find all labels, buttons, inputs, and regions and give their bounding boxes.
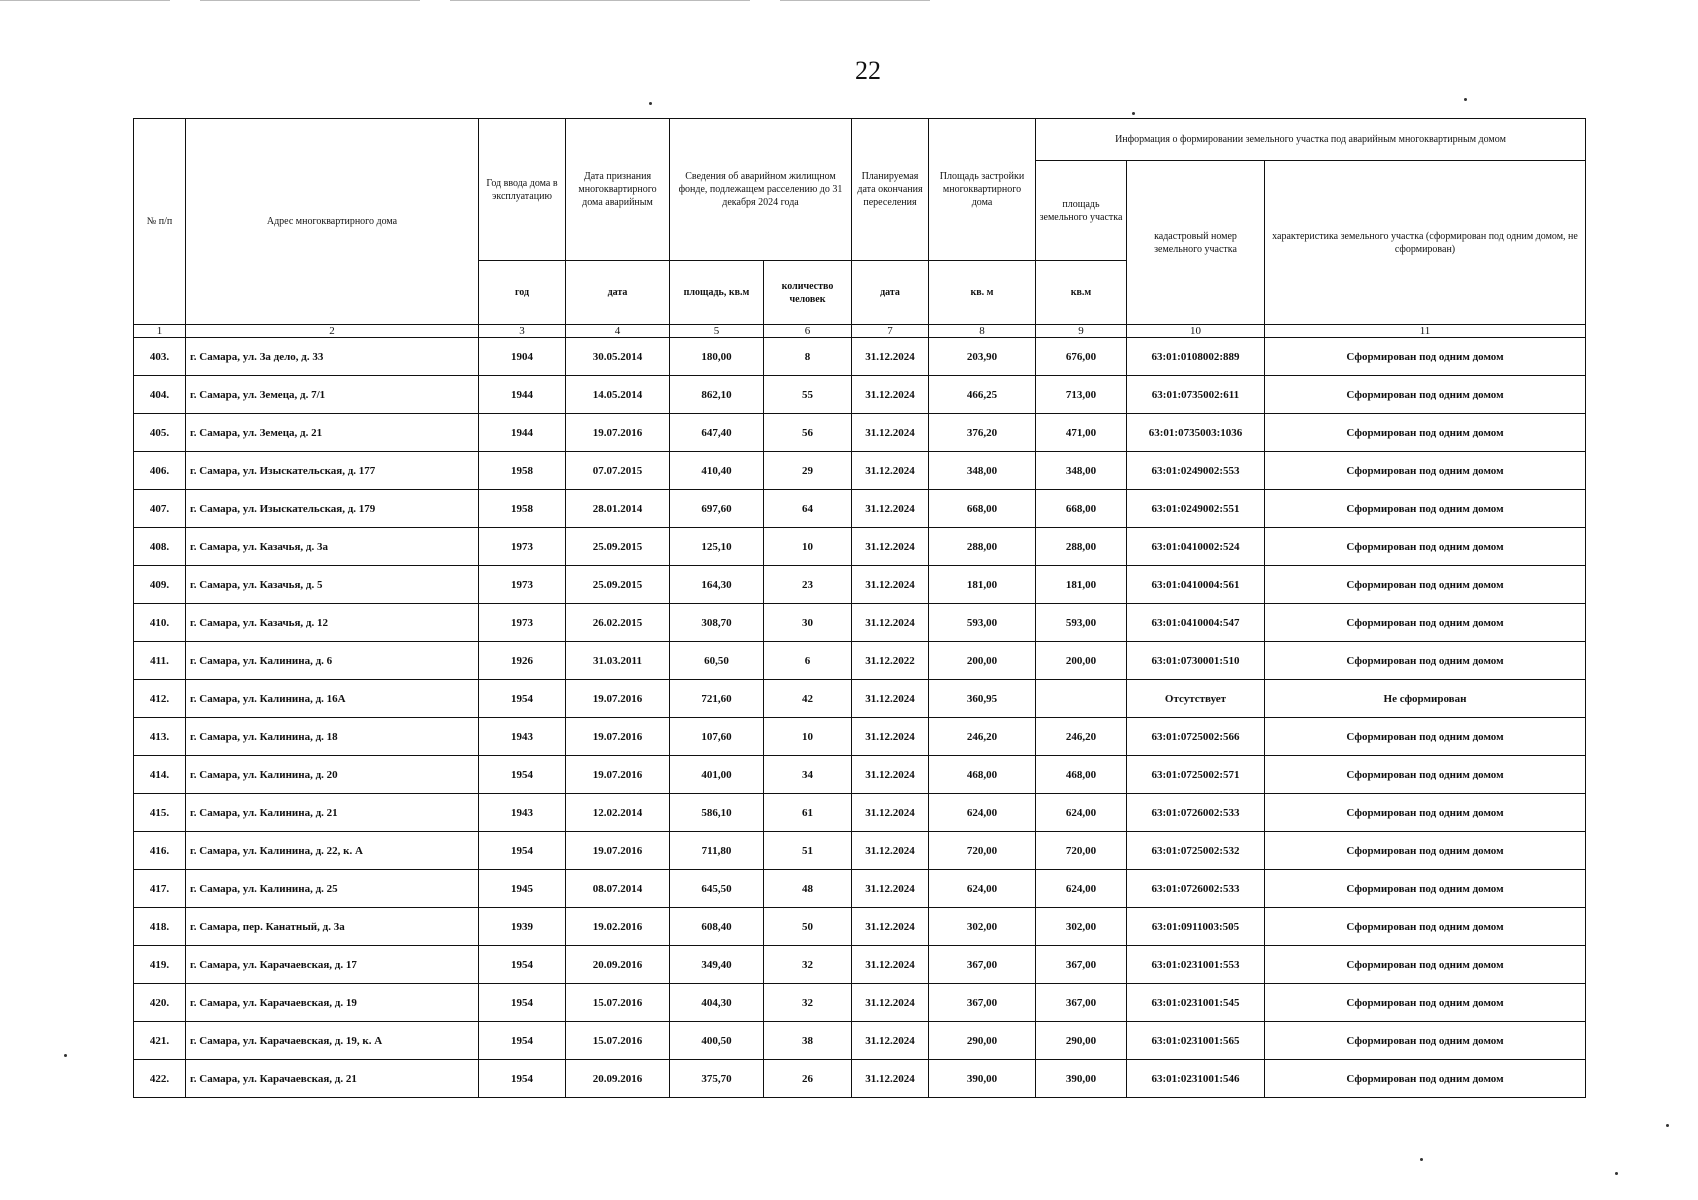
table-row — [134, 566, 1586, 604]
row-building-area: 376,20 — [929, 414, 1036, 452]
row-cadastral-number: 63:01:0231001:565 — [1127, 1022, 1265, 1060]
row-cadastral-number: 63:01:0911003:505 — [1127, 908, 1265, 946]
row-building-area: 468,00 — [929, 756, 1036, 794]
row-land-area: 200,00 — [1036, 642, 1127, 680]
table-row — [134, 1022, 1586, 1060]
row-area: 645,50 — [670, 870, 764, 908]
row-people-count: 50 — [764, 908, 852, 946]
row-planned-date: 31.12.2024 — [852, 338, 929, 376]
row-year: 1954 — [479, 946, 566, 984]
row-land-status: Сформирован под одним домом — [1265, 832, 1586, 870]
row-land-status: Сформирован под одним домом — [1265, 756, 1586, 794]
row-planned-date: 31.12.2024 — [852, 1060, 929, 1098]
row-address: г. Самара, ул. Карачаевская, д. 19, к. А — [186, 1022, 479, 1060]
row-area: 401,00 — [670, 756, 764, 794]
row-land-area: 348,00 — [1036, 452, 1127, 490]
row-building-area: 288,00 — [929, 528, 1036, 566]
column-number: 11 — [1265, 325, 1586, 338]
row-land-status: Сформирован под одним домом — [1265, 946, 1586, 984]
table-row — [134, 908, 1586, 946]
row-land-area: 302,00 — [1036, 908, 1127, 946]
row-cadastral-number: 63:01:0231001:545 — [1127, 984, 1265, 1022]
row-year: 1945 — [479, 870, 566, 908]
header-recognition-date: Дата признания многоквартирного дома аварийным — [566, 119, 670, 261]
row-area: 711,80 — [670, 832, 764, 870]
table-row — [134, 642, 1586, 680]
row-recognition-date: 19.07.2016 — [566, 680, 670, 718]
row-people-count: 26 — [764, 1060, 852, 1098]
unit-area: площадь, кв.м — [670, 261, 764, 325]
row-address: г. Самара, ул. Калинина, д. 6 — [186, 642, 479, 680]
row-recognition-date: 19.02.2016 — [566, 908, 670, 946]
row-address: г. Самара, ул. За дело, д. 33 — [186, 338, 479, 376]
row-people-count: 23 — [764, 566, 852, 604]
scan-artifact-line — [200, 0, 420, 1]
row-number: 415. — [134, 794, 186, 832]
row-land-area: 468,00 — [1036, 756, 1127, 794]
row-land-status: Сформирован под одним домом — [1265, 376, 1586, 414]
row-building-area: 290,00 — [929, 1022, 1036, 1060]
row-planned-date: 31.12.2024 — [852, 414, 929, 452]
row-number: 414. — [134, 756, 186, 794]
row-building-area: 624,00 — [929, 794, 1036, 832]
row-area: 410,40 — [670, 452, 764, 490]
row-planned-date: 31.12.2022 — [852, 642, 929, 680]
row-people-count: 56 — [764, 414, 852, 452]
row-cadastral-number: 63:01:0410004:561 — [1127, 566, 1265, 604]
row-number: 406. — [134, 452, 186, 490]
row-people-count: 51 — [764, 832, 852, 870]
row-recognition-date: 19.07.2016 — [566, 756, 670, 794]
row-recognition-date: 28.01.2014 — [566, 490, 670, 528]
row-address: г. Самара, ул. Карачаевская, д. 21 — [186, 1060, 479, 1098]
table-row — [134, 718, 1586, 756]
row-planned-date: 31.12.2024 — [852, 376, 929, 414]
row-number: 419. — [134, 946, 186, 984]
row-building-area: 668,00 — [929, 490, 1036, 528]
row-cadastral-number: 63:01:0725002:571 — [1127, 756, 1265, 794]
row-number: 416. — [134, 832, 186, 870]
row-land-area: 181,00 — [1036, 566, 1127, 604]
unit-year: год — [479, 261, 566, 325]
row-building-area: 302,00 — [929, 908, 1036, 946]
row-planned-date: 31.12.2024 — [852, 528, 929, 566]
row-recognition-date: 20.09.2016 — [566, 946, 670, 984]
row-planned-date: 31.12.2024 — [852, 984, 929, 1022]
unit-planned-date: дата — [852, 261, 929, 325]
row-address: г. Самара, ул. Калинина, д. 20 — [186, 756, 479, 794]
table-row — [134, 490, 1586, 528]
table-row — [134, 680, 1586, 718]
unit-people: количество человек — [764, 261, 852, 325]
column-number: 5 — [670, 325, 764, 338]
column-number: 3 — [479, 325, 566, 338]
row-cadastral-number: 63:01:0249002:553 — [1127, 452, 1265, 490]
row-building-area: 360,95 — [929, 680, 1036, 718]
table-row — [134, 794, 1586, 832]
row-recognition-date: 20.09.2016 — [566, 1060, 670, 1098]
row-year: 1954 — [479, 680, 566, 718]
row-year: 1904 — [479, 338, 566, 376]
row-building-area: 203,90 — [929, 338, 1036, 376]
header-building-area: Площадь застройки многоквартирного дома — [929, 119, 1036, 261]
row-land-area: 624,00 — [1036, 794, 1127, 832]
row-building-area: 181,00 — [929, 566, 1036, 604]
row-cadastral-number: 63:01:0231001:546 — [1127, 1060, 1265, 1098]
row-building-area: 367,00 — [929, 984, 1036, 1022]
unit-land-area: кв.м — [1036, 261, 1127, 325]
row-area: 404,30 — [670, 984, 764, 1022]
row-planned-date: 31.12.2024 — [852, 794, 929, 832]
row-land-area: 713,00 — [1036, 376, 1127, 414]
row-year: 1944 — [479, 376, 566, 414]
row-building-area: 624,00 — [929, 870, 1036, 908]
row-planned-date: 31.12.2024 — [852, 604, 929, 642]
header-land-characteristic: характеристика земельного участка (сформирован под одним домом, не сформирован) — [1265, 161, 1586, 325]
row-land-area: 367,00 — [1036, 984, 1127, 1022]
scan-speck — [64, 1054, 67, 1057]
row-year: 1943 — [479, 718, 566, 756]
row-address: г. Самара, ул. Карачаевская, д. 17 — [186, 946, 479, 984]
row-people-count: 38 — [764, 1022, 852, 1060]
row-land-area: 246,20 — [1036, 718, 1127, 756]
row-number: 410. — [134, 604, 186, 642]
row-cadastral-number: 63:01:0231001:553 — [1127, 946, 1265, 984]
row-year: 1926 — [479, 642, 566, 680]
table-row — [134, 832, 1586, 870]
row-cadastral-number: 63:01:0108002:889 — [1127, 338, 1265, 376]
row-area: 400,50 — [670, 1022, 764, 1060]
row-area: 308,70 — [670, 604, 764, 642]
row-cadastral-number: 63:01:0726002:533 — [1127, 794, 1265, 832]
row-area: 180,00 — [670, 338, 764, 376]
row-area: 721,60 — [670, 680, 764, 718]
row-planned-date: 31.12.2024 — [852, 908, 929, 946]
row-recognition-date: 15.07.2016 — [566, 984, 670, 1022]
row-land-status: Сформирован под одним домом — [1265, 794, 1586, 832]
row-people-count: 10 — [764, 718, 852, 756]
row-year: 1954 — [479, 832, 566, 870]
row-recognition-date: 30.05.2014 — [566, 338, 670, 376]
unit-date: дата — [566, 261, 670, 325]
row-address: г. Самара, пер. Канатный, д. 3а — [186, 908, 479, 946]
row-address: г. Самара, ул. Казачья, д. 3а — [186, 528, 479, 566]
row-cadastral-number: 63:01:0730001:510 — [1127, 642, 1265, 680]
row-recognition-date: 25.09.2015 — [566, 566, 670, 604]
row-planned-date: 31.12.2024 — [852, 718, 929, 756]
row-land-status: Сформирован под одним домом — [1265, 414, 1586, 452]
row-land-status: Не сформирован — [1265, 680, 1586, 718]
table-row — [134, 376, 1586, 414]
row-number: 411. — [134, 642, 186, 680]
row-land-status: Сформирован под одним домом — [1265, 566, 1586, 604]
unit-building-area: кв. м — [929, 261, 1036, 325]
row-building-area: 720,00 — [929, 832, 1036, 870]
scan-speck — [1464, 98, 1467, 101]
table-row — [134, 756, 1586, 794]
row-recognition-date: 14.05.2014 — [566, 376, 670, 414]
row-area: 349,40 — [670, 946, 764, 984]
row-people-count: 42 — [764, 680, 852, 718]
row-year: 1943 — [479, 794, 566, 832]
table-row — [134, 338, 1586, 376]
row-cadastral-number: Отсутствует — [1127, 680, 1265, 718]
row-people-count: 30 — [764, 604, 852, 642]
row-area: 107,60 — [670, 718, 764, 756]
row-cadastral-number: 63:01:0410002:524 — [1127, 528, 1265, 566]
row-planned-date: 31.12.2024 — [852, 832, 929, 870]
page-number: 22 — [855, 56, 881, 85]
row-number: 421. — [134, 1022, 186, 1060]
column-number: 9 — [1036, 325, 1127, 338]
column-number: 7 — [852, 325, 929, 338]
row-planned-date: 31.12.2024 — [852, 756, 929, 794]
row-people-count: 55 — [764, 376, 852, 414]
table-row — [134, 528, 1586, 566]
row-area: 586,10 — [670, 794, 764, 832]
row-people-count: 8 — [764, 338, 852, 376]
row-number: 412. — [134, 680, 186, 718]
scan-artifact-line — [780, 0, 930, 1]
scan-speck — [1615, 1172, 1618, 1175]
row-people-count: 48 — [764, 870, 852, 908]
row-number: 417. — [134, 870, 186, 908]
table-row — [134, 414, 1586, 452]
row-number: 404. — [134, 376, 186, 414]
row-address: г. Самара, ул. Калинина, д. 21 — [186, 794, 479, 832]
row-land-status: Сформирован под одним домом — [1265, 1022, 1586, 1060]
row-area: 164,30 — [670, 566, 764, 604]
row-address: г. Самара, ул. Земеца, д. 21 — [186, 414, 479, 452]
row-people-count: 10 — [764, 528, 852, 566]
row-people-count: 34 — [764, 756, 852, 794]
column-number: 4 — [566, 325, 670, 338]
table-row — [134, 870, 1586, 908]
row-number: 407. — [134, 490, 186, 528]
row-people-count: 32 — [764, 946, 852, 984]
row-area: 608,40 — [670, 908, 764, 946]
row-year: 1973 — [479, 528, 566, 566]
row-land-area — [1036, 680, 1127, 718]
row-number: 413. — [134, 718, 186, 756]
row-people-count: 6 — [764, 642, 852, 680]
row-building-area: 348,00 — [929, 452, 1036, 490]
row-planned-date: 31.12.2024 — [852, 452, 929, 490]
scan-artifact-line — [450, 0, 750, 1]
row-number: 405. — [134, 414, 186, 452]
row-land-status: Сформирован под одним домом — [1265, 528, 1586, 566]
row-land-area: 676,00 — [1036, 338, 1127, 376]
row-number: 409. — [134, 566, 186, 604]
row-land-status: Сформирован под одним домом — [1265, 1060, 1586, 1098]
row-building-area: 200,00 — [929, 642, 1036, 680]
row-year: 1973 — [479, 566, 566, 604]
row-recognition-date: 19.07.2016 — [566, 832, 670, 870]
row-year: 1954 — [479, 756, 566, 794]
header-land-plot-group: Информация о формировании земельного участка под аварийным многоквартирным домом — [1036, 119, 1586, 161]
row-area: 125,10 — [670, 528, 764, 566]
row-year: 1954 — [479, 1022, 566, 1060]
row-people-count: 32 — [764, 984, 852, 1022]
header-fund-info: Сведения об аварийном жилищном фонде, подлежащем расселению до 31 декабря 2024 года — [670, 119, 852, 261]
row-cadastral-number: 63:01:0410004:547 — [1127, 604, 1265, 642]
row-year: 1958 — [479, 490, 566, 528]
row-number: 418. — [134, 908, 186, 946]
row-address: г. Самара, ул. Изыскательская, д. 177 — [186, 452, 479, 490]
header-year: Год ввода дома в эксплуатацию — [479, 119, 566, 261]
row-land-area: 390,00 — [1036, 1060, 1127, 1098]
row-people-count: 61 — [764, 794, 852, 832]
row-land-area: 624,00 — [1036, 870, 1127, 908]
row-area: 60,50 — [670, 642, 764, 680]
table-body — [134, 338, 1586, 1098]
row-recognition-date: 19.07.2016 — [566, 718, 670, 756]
row-land-status: Сформирован под одним домом — [1265, 870, 1586, 908]
row-cadastral-number: 63:01:0725002:532 — [1127, 832, 1265, 870]
row-year: 1954 — [479, 984, 566, 1022]
table-row — [134, 452, 1586, 490]
row-cadastral-number: 63:01:0735002:611 — [1127, 376, 1265, 414]
row-building-area: 390,00 — [929, 1060, 1036, 1098]
row-land-area: 471,00 — [1036, 414, 1127, 452]
row-land-status: Сформирован под одним домом — [1265, 642, 1586, 680]
row-address: г. Самара, ул. Калинина, д. 25 — [186, 870, 479, 908]
row-land-status: Сформирован под одним домом — [1265, 490, 1586, 528]
row-address: г. Самара, ул. Казачья, д. 5 — [186, 566, 479, 604]
scan-speck — [1132, 112, 1135, 115]
row-recognition-date: 26.02.2015 — [566, 604, 670, 642]
table-row — [134, 984, 1586, 1022]
row-address: г. Самара, ул. Карачаевская, д. 19 — [186, 984, 479, 1022]
row-land-area: 720,00 — [1036, 832, 1127, 870]
header-planned-date: Планируемая дата окончания переселения — [852, 119, 929, 261]
row-building-area: 466,25 — [929, 376, 1036, 414]
header-number: № п/п — [134, 119, 186, 325]
table-row — [134, 946, 1586, 984]
row-number: 422. — [134, 1060, 186, 1098]
scan-speck — [1666, 1124, 1669, 1127]
scan-speck — [1420, 1158, 1423, 1161]
row-land-status: Сформирован под одним домом — [1265, 452, 1586, 490]
row-area: 647,40 — [670, 414, 764, 452]
row-land-area: 290,00 — [1036, 1022, 1127, 1060]
header-cadastral-number: кадастровый номер земельного участка — [1127, 161, 1265, 325]
row-planned-date: 31.12.2024 — [852, 680, 929, 718]
column-number: 10 — [1127, 325, 1265, 338]
column-number: 1 — [134, 325, 186, 338]
column-number: 8 — [929, 325, 1036, 338]
row-cadastral-number: 63:01:0726002:533 — [1127, 870, 1265, 908]
row-planned-date: 31.12.2024 — [852, 490, 929, 528]
row-recognition-date: 07.07.2015 — [566, 452, 670, 490]
row-year: 1973 — [479, 604, 566, 642]
column-number: 2 — [186, 325, 479, 338]
table-row — [134, 1060, 1586, 1098]
row-land-status: Сформирован под одним домом — [1265, 718, 1586, 756]
row-recognition-date: 31.03.2011 — [566, 642, 670, 680]
row-land-area: 367,00 — [1036, 946, 1127, 984]
row-year: 1954 — [479, 1060, 566, 1098]
row-building-area: 593,00 — [929, 604, 1036, 642]
row-cadastral-number: 63:01:0249002:551 — [1127, 490, 1265, 528]
row-building-area: 367,00 — [929, 946, 1036, 984]
row-year: 1939 — [479, 908, 566, 946]
row-people-count: 64 — [764, 490, 852, 528]
column-number: 6 — [764, 325, 852, 338]
row-people-count: 29 — [764, 452, 852, 490]
row-land-status: Сформирован под одним домом — [1265, 984, 1586, 1022]
row-year: 1958 — [479, 452, 566, 490]
header-address: Адрес многоквартирного дома — [186, 119, 479, 325]
row-land-area: 593,00 — [1036, 604, 1127, 642]
row-address: г. Самара, ул. Калинина, д. 22, к. А — [186, 832, 479, 870]
housing-registry-table — [133, 118, 1586, 1098]
row-address: г. Самара, ул. Изыскательская, д. 179 — [186, 490, 479, 528]
row-recognition-date: 12.02.2014 — [566, 794, 670, 832]
row-number: 420. — [134, 984, 186, 1022]
row-recognition-date: 19.07.2016 — [566, 414, 670, 452]
column-number-row — [134, 325, 1586, 338]
row-planned-date: 31.12.2024 — [852, 870, 929, 908]
table-header — [134, 119, 1586, 338]
row-land-status: Сформирован под одним домом — [1265, 604, 1586, 642]
scan-speck — [649, 102, 652, 105]
header-land-area: площадь земельного участка — [1036, 161, 1127, 261]
row-cadastral-number: 63:01:0725002:566 — [1127, 718, 1265, 756]
row-year: 1944 — [479, 414, 566, 452]
table-row — [134, 604, 1586, 642]
row-cadastral-number: 63:01:0735003:1036 — [1127, 414, 1265, 452]
row-address: г. Самара, ул. Калинина, д. 16А — [186, 680, 479, 718]
row-area: 697,60 — [670, 490, 764, 528]
row-planned-date: 31.12.2024 — [852, 946, 929, 984]
row-address: г. Самара, ул. Казачья, д. 12 — [186, 604, 479, 642]
row-land-area: 288,00 — [1036, 528, 1127, 566]
row-recognition-date: 08.07.2014 — [566, 870, 670, 908]
row-recognition-date: 25.09.2015 — [566, 528, 670, 566]
scan-artifact-line — [0, 0, 170, 1]
row-land-area: 668,00 — [1036, 490, 1127, 528]
row-address: г. Самара, ул. Калинина, д. 18 — [186, 718, 479, 756]
row-building-area: 246,20 — [929, 718, 1036, 756]
row-planned-date: 31.12.2024 — [852, 566, 929, 604]
row-planned-date: 31.12.2024 — [852, 1022, 929, 1060]
row-address: г. Самара, ул. Земеца, д. 7/1 — [186, 376, 479, 414]
row-recognition-date: 15.07.2016 — [566, 1022, 670, 1060]
row-land-status: Сформирован под одним домом — [1265, 908, 1586, 946]
row-area: 862,10 — [670, 376, 764, 414]
row-land-status: Сформирован под одним домом — [1265, 338, 1586, 376]
row-number: 408. — [134, 528, 186, 566]
row-area: 375,70 — [670, 1060, 764, 1098]
row-number: 403. — [134, 338, 186, 376]
